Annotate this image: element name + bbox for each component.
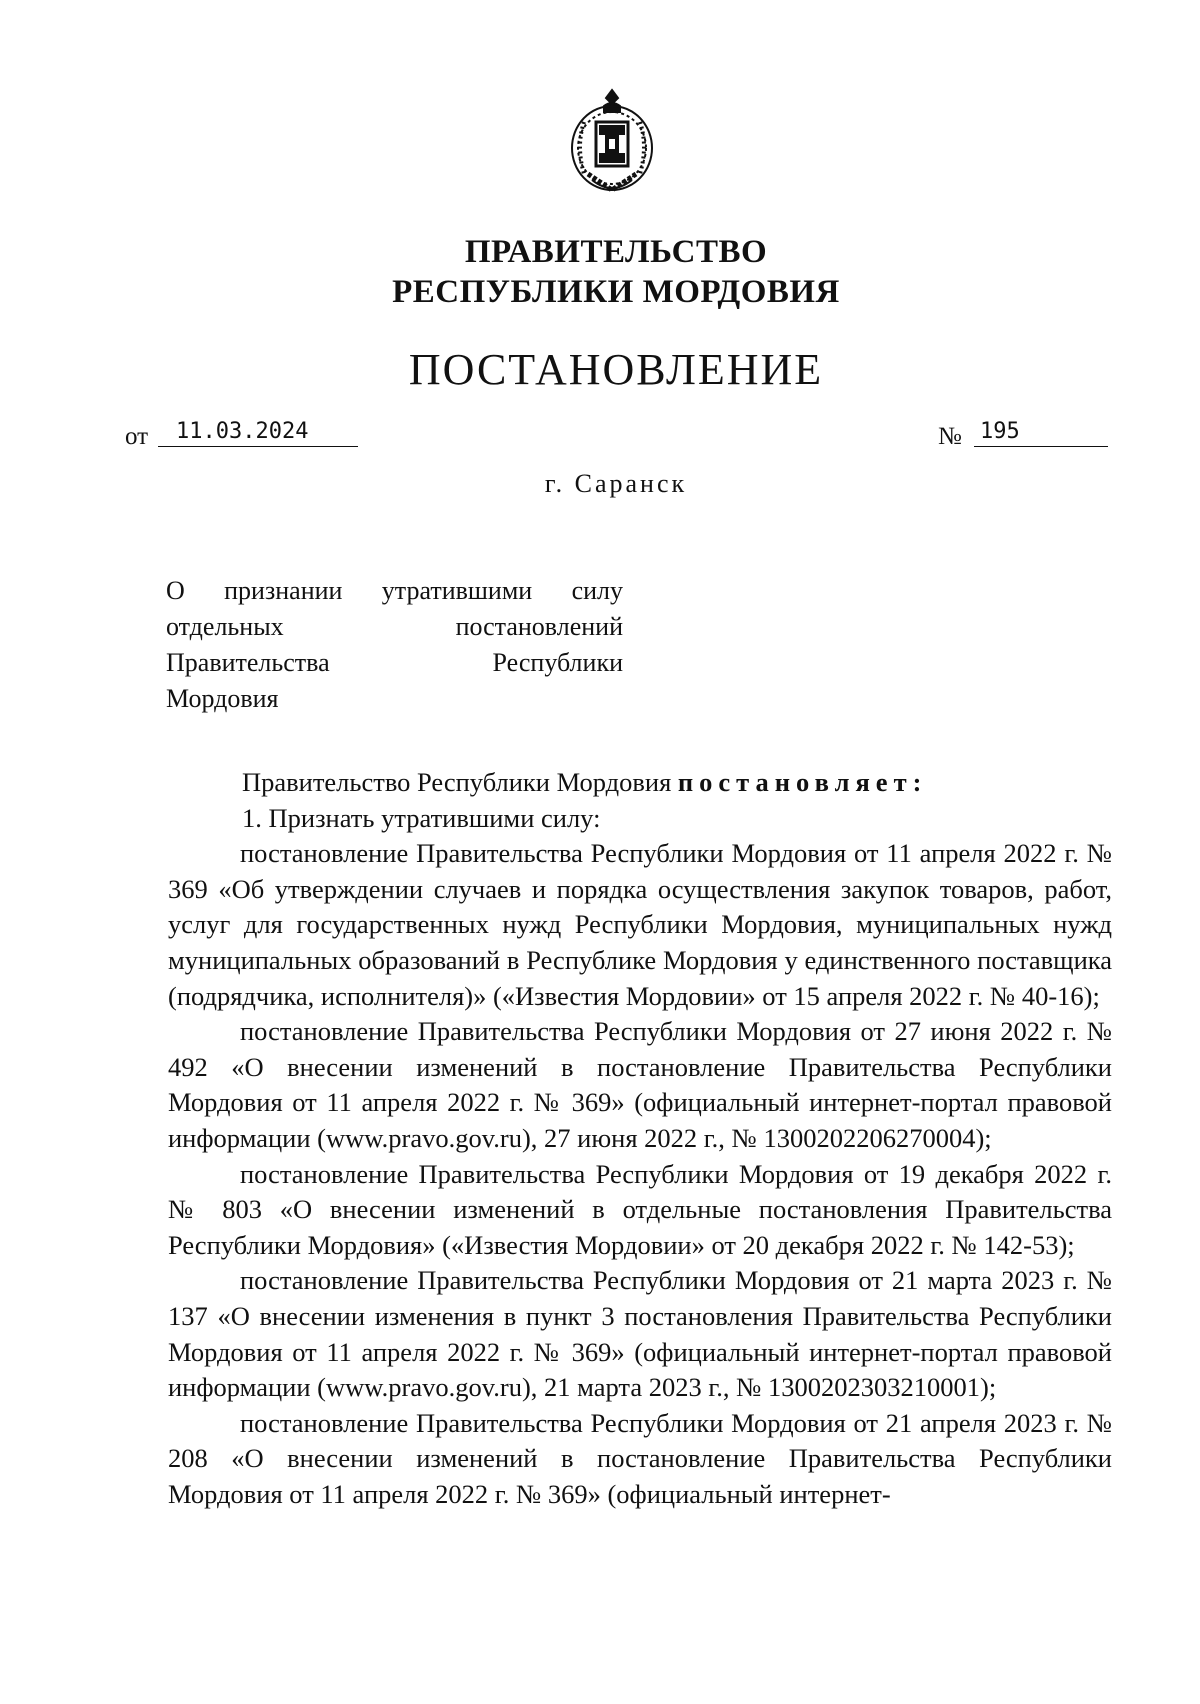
organization-title-line1: ПРАВИТЕЛЬСТВО	[464, 234, 768, 270]
intro-text: Правительство Республики Мордовия	[242, 767, 672, 797]
document-subject	[166, 573, 623, 717]
body-paragraph: постановление Правительства Республики Мордовия от 11 апреля 2022 г. № 369 «Об утверждении случаев и порядка осуществления закупок товаров, работ, услуг для государственных нужд Республики Мордовия, муниципальных нужд муниципальных образований в Республике Мордовия у единственного поставщика (подрядчика, исполнителя)» («Известия Мордовии» от 15 апреля 2022 г. № 40-16);	[168, 838, 1112, 1011]
body-paragraph: постановление Правительства Республики Мордовия от 19 декабря 2022 г. № 803 «О внесении изменений в отдельные постановления Правительства Республики Мордовия» («Известия Мордовии» от 20 декабря 2022 г. № 142-53);	[168, 1158, 1112, 1260]
subject-line: Мордовия	[166, 684, 279, 713]
organization-title-line2: РЕСПУБЛИКИ МОРДОВИЯ	[392, 274, 840, 310]
city-name: г. Саранск	[544, 469, 688, 498]
body-paragraph: постановление Правительства Республики Мордовия от 21 апреля 2023 г. № 208 «О внесении изменений в постановление Правительства Республики Мордовия от 11 апреля 2022 г. № 369» (официальный интернет-	[168, 1407, 1112, 1509]
document-date: 11.03.2024	[158, 421, 358, 447]
body-paragraph: постановление Правительства Республики Мордовия от 27 июня 2022 г. № 492 «О внесении изменений в постановление Правительства Республики Мордовия от 11 апреля 2022 г. № 369» (официальный интернет-портал правовой информации (www.pravo.gov.ru), 27 июня 2022 г., № 1300202206270004);	[168, 1016, 1112, 1153]
item-1-heading: 1. Признать утратившими силу:	[242, 802, 601, 833]
date-prefix: от	[125, 423, 149, 450]
subject-line: О признании утратившими силу	[166, 576, 623, 605]
document-type-title: ПОСТАНОВЛЕНИЕ	[408, 345, 824, 394]
document-number: 195	[974, 421, 1108, 447]
body-paragraph: постановление Правительства Республики Мордовия от 21 марта 2023 г. № 137 «О внесении изменения в пункт 3 постановления Правительства Республики Мордовия от 11 апреля 2022 г. № 369» (официальный интернет-портал правовой информации (www.pravo.gov.ru), 21 марта 2023 г., № 1300202303210001);	[168, 1265, 1112, 1403]
number-prefix: №	[938, 423, 962, 450]
subject-line: Правительства Республики	[166, 648, 623, 677]
document-body	[168, 765, 1112, 1512]
coat-of-arms-emblem	[562, 86, 662, 198]
subject-line: отдельных постановлений	[166, 612, 623, 641]
intro-emphasis: постановляет:	[677, 767, 928, 797]
resolution-intro	[168, 765, 1112, 801]
